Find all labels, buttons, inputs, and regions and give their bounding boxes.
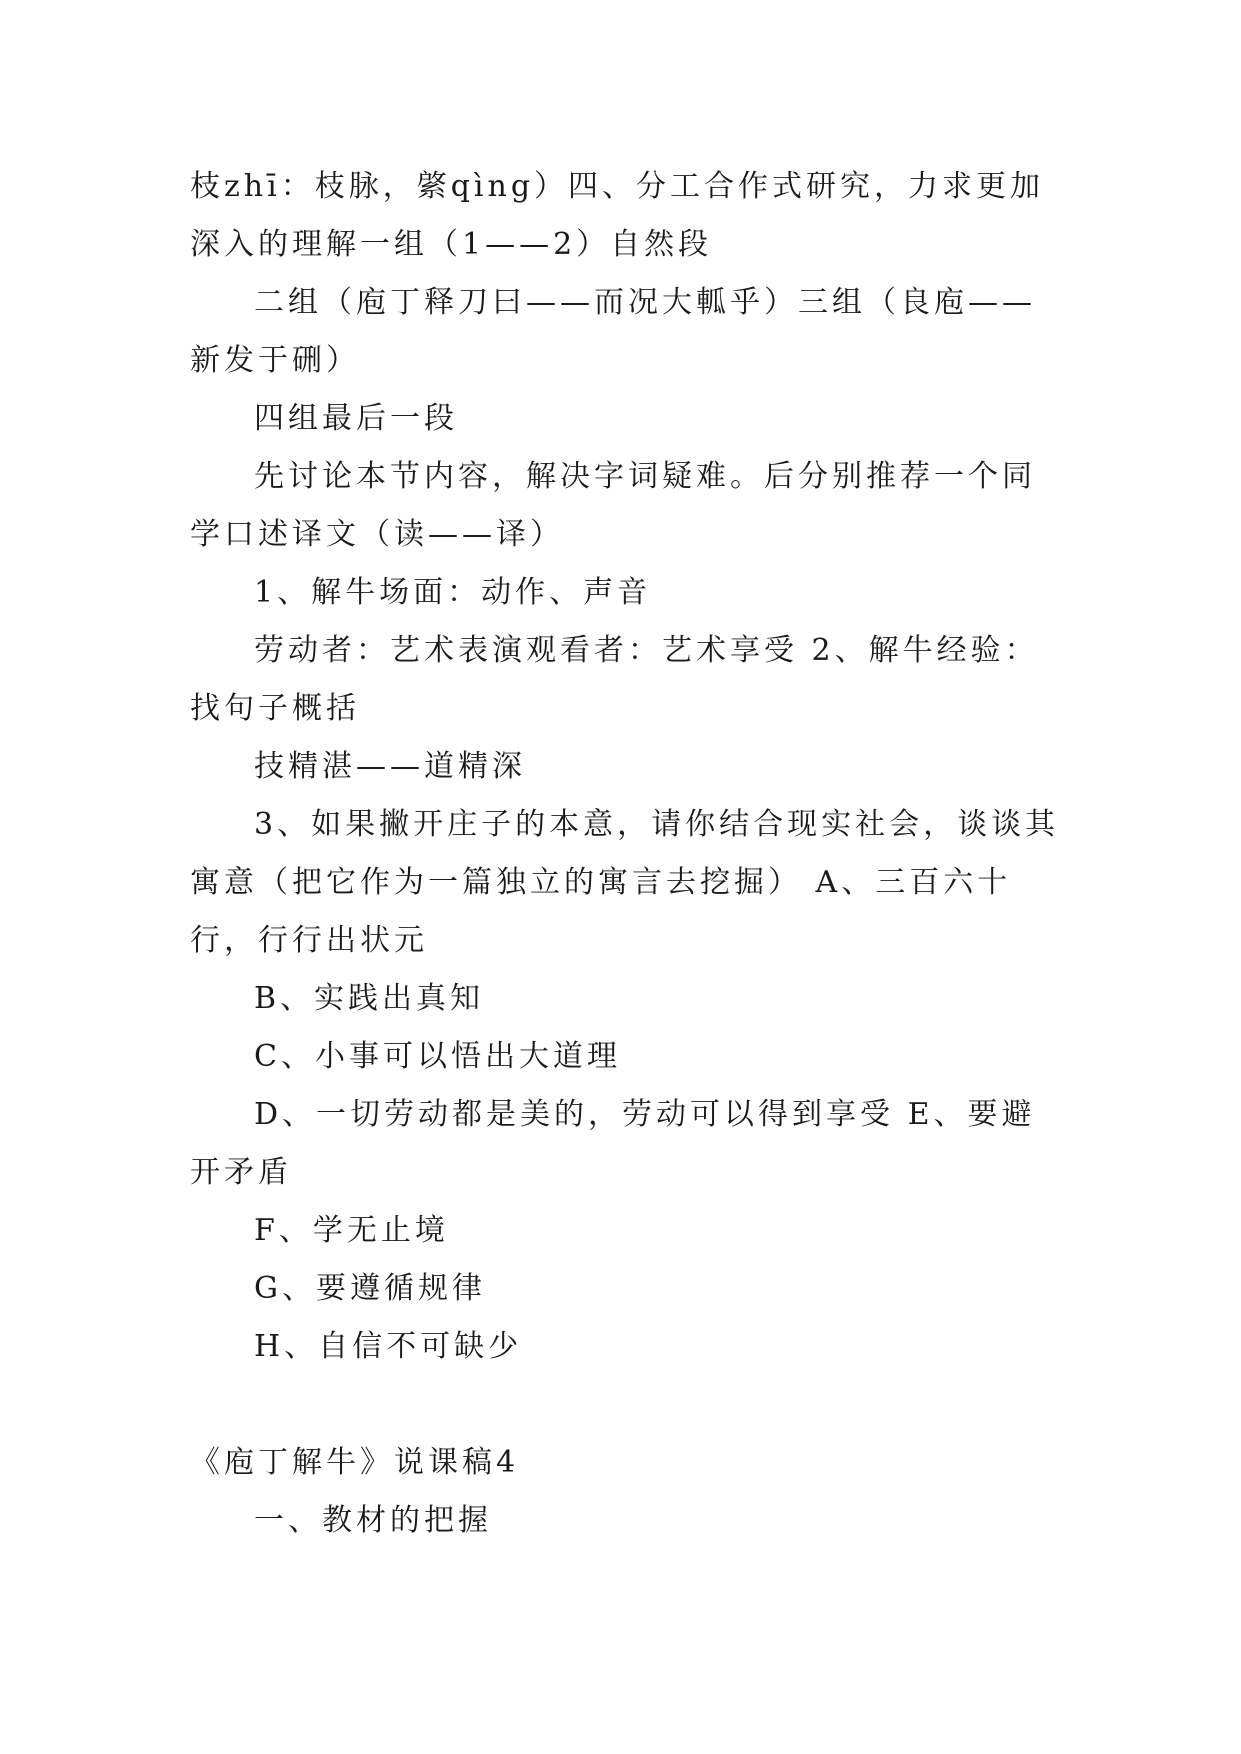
paragraph: 四组最后一段 [254,401,458,436]
paragraph: 二组（庖丁释刀曰——而况大軱乎）三组（良庖——新发于硎） [190,285,1036,378]
paragraph: G、要遵循规律 [254,1271,486,1306]
paragraph: 先讨论本节内容，解决字词疑难。后分别推荐一个同学口述译文（读——译） [190,459,1036,552]
section-gap [190,1376,1060,1434]
paragraph: 3、如果撇开庄子的本意，请你结合现实社会，谈谈其寓意（把它作为一篇独立的寓言去挖掘） A、三百六十行，行行出状元 [190,807,1060,958]
paragraph: 技精湛——道精深 [254,749,526,784]
paragraph: D、一切劳动都是美的，劳动可以得到享受 E、要避开矛盾 [190,1097,1036,1190]
section-heading: 一、教材的把握 [254,1503,492,1538]
document-body [190,158,1060,1550]
paragraph: B、实践出真知 [254,981,485,1016]
paragraph: 1、解牛场面：动作、声音 [254,575,652,610]
paragraph: 枝zhī：枝脉，綮qìng）四、分工合作式研究，力求更加深入的理解一组（1——2）自然段 [190,169,1045,262]
paragraph: C、小事可以悟出大道理 [254,1039,621,1074]
paragraph: F、学无止境 [254,1213,449,1248]
paragraph: 劳动者：艺术表演观看者：艺术享受 2、解牛经验：找句子概括 [190,633,1039,726]
section-title: 《庖丁解牛》说课稿4 [190,1445,520,1480]
paragraph: H、自信不可缺少 [254,1329,523,1364]
